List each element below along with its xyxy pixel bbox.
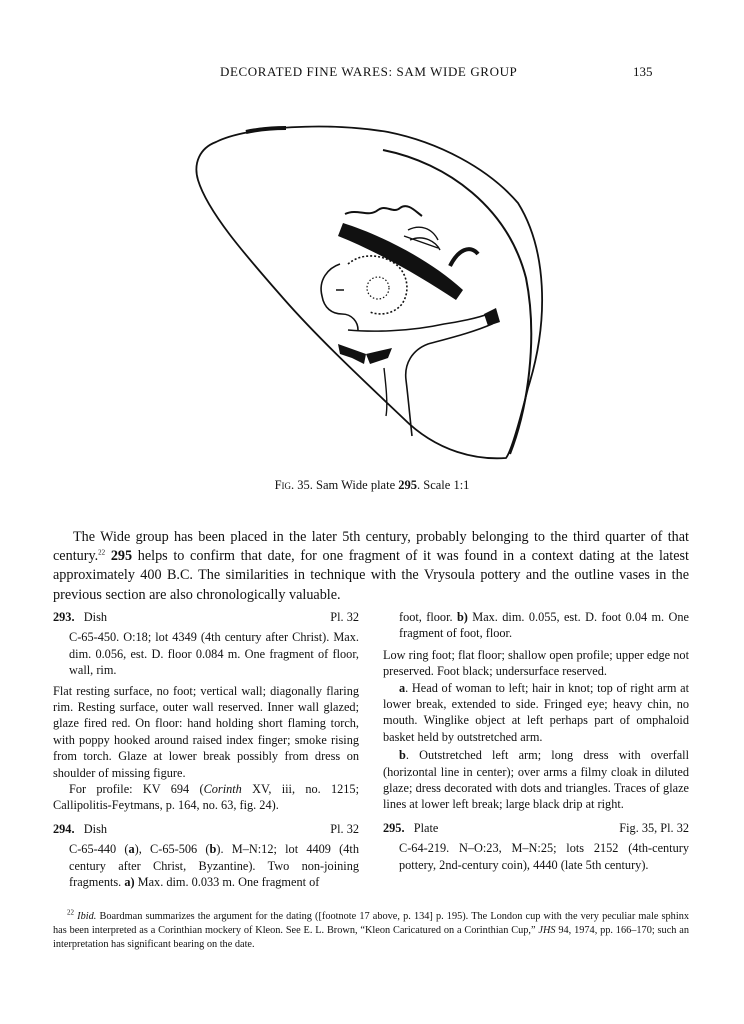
entry-294-description: Low ring foot; flat floor; shallow open profile; upper edge not preserved. Foot black; undersurface reserved. <box>383 647 689 679</box>
plate-drawing <box>188 118 568 473</box>
entry-293-inventory: C-65-450. O:18; lot 4349 (4th century after Christ). Max. dim. 0.056, est. D. floor 0.084 m. One fragment of floor, wall, rim. <box>69 630 359 678</box>
entry-293-description: Flat resting surface, no foot; vertical wall; diagonally flaring rim. Resting surface, outer wall reserved. Inner wall glazed; glaze fired red. On floor: hand holding short flaming torch, with poppy hooked around raised index finger; smoke rising from torch. Glaze at lower break possibly from dress on shoulder of missing figure. <box>53 683 359 780</box>
footnote: $^{22}$ Ibid. Boardman summarizes the argument for the dating ([footnote 17 above, p. 134] p. 195). The London cup with the very peculiar male sphinx has been interpreted as a Corinthian mockery of Kleon. See E. L. Brown, “Kleon Caricatured on a Corinthian Cup,” JHS 94, 1974, pp. 166–170; such an interpretation has significant bearing on the date. <box>53 908 689 950</box>
torch-hand <box>484 308 500 326</box>
right-column <box>383 609 689 873</box>
figure-caption: Fig. 35. Sam Wide plate 295. Scale 1:1 <box>274 478 470 492</box>
page-number: 135 <box>633 64 653 79</box>
entry-294-heading: 294. Dish Pl. 32 <box>53 821 359 836</box>
entry-293-profile: For profile: KV 694 (Corinth XV, iii, no. 1215; Callipolitis-Feytmans, p. 164, no. 63, fig. 24). <box>53 782 359 813</box>
entry-294-inventory: C-65-440 (a), C-65-506 (b). M–N:12; lot 4409 (4th century after Christ, Byzantine). Two non-joining fragments. a) Max. dim. 0.033 m. One fragment of <box>69 842 359 890</box>
woman-head <box>321 264 358 330</box>
intro-paragraph: The Wide group has been placed in the later 5th century, probably belonging to the third quarter of that century.$^{22}$ 295 helps to confirm that date, for one fragment of it was found in a context dating at the latest approximately 400 B.C. The similarities in technique with the Vrysoula pottery and the outline vases in the previous section are also chronologically valuable. <box>53 529 690 603</box>
woman-body <box>348 314 492 436</box>
fragment-outline <box>196 127 542 459</box>
entry-295-inventory: C-64-219. N–O:23, M–N:25; lots 2152 (4th-century pottery, 2nd-century coin), 4440 (late 5th century). <box>399 841 689 872</box>
entry-294-continued: foot, floor. b) Max. dim. 0.055, est. D. foot 0.04 m. One fragment of foot, floor. <box>399 610 689 641</box>
entry-293-heading: 293. Dish Pl. 32 <box>53 610 359 624</box>
entry-294-fragment-a: a. Head of woman to left; hair in knot; top of right arm at lower break, extended to side. Fringed eye; heavy chin, no mouth. Winglike object at left perhaps part of omphaloid basket held by outstretched arm. <box>383 680 689 744</box>
rim-line <box>383 150 531 454</box>
left-column <box>53 609 359 891</box>
entry-295-heading: 295. Plate Fig. 35, Pl. 32 <box>383 820 689 835</box>
running-head: DECORATED FINE WARES: SAM WIDE GROUP <box>220 64 518 79</box>
entry-294-fragment-b: b. Outstretched left arm; long dress with overfall (horizontal line in center); over arms a filmy cloak in diluted glaze; dress decorated with dots and triangles. Traces of glaze lines at lower left break; large black drip at right. <box>383 748 689 812</box>
winglike-object <box>338 223 463 300</box>
